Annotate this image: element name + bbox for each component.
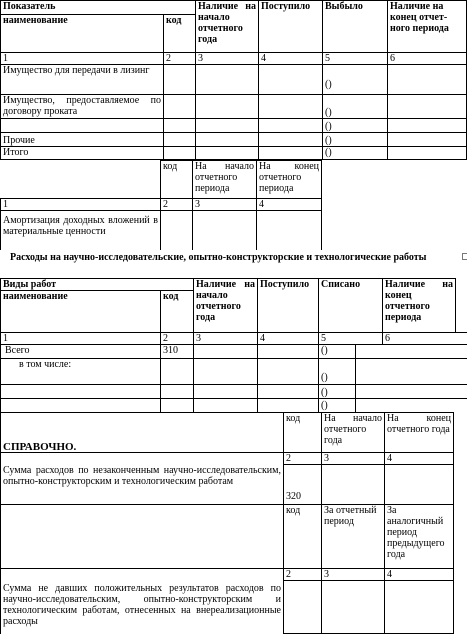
cell [355,358,467,384]
cell [160,384,193,398]
cell [160,398,193,412]
cell [321,580,384,634]
col-num: 4 [257,332,318,344]
cell [258,132,322,146]
row-label: в том числе: [0,358,160,384]
indicator-header: Показатель [0,0,195,14]
cell [384,580,454,634]
name-header: наименование [0,290,160,332]
cell [195,146,258,160]
cell [355,344,467,358]
row-label [0,398,160,412]
blank-cell [0,504,283,568]
cell [257,398,318,412]
cell [387,94,467,118]
cell [258,64,322,94]
cell [387,132,467,146]
row-code: 310 [160,344,193,358]
cell [355,398,467,412]
code-header: код [160,290,193,332]
row-label: Имущество, предоставляемое по договору проката [0,94,163,118]
col-num: 6 [382,332,467,344]
row-label: Всего [0,344,160,358]
col-num: 6 [387,52,467,64]
zero-mark: () [318,358,355,384]
col-num: 4 [258,52,322,64]
row-label [0,384,160,398]
zero-mark: () [318,384,355,398]
cell [321,464,384,504]
cell-marker [462,253,467,260]
cell [258,94,322,118]
zero-mark: () [318,344,355,358]
end-header: Наличие на конец отчетного периода [382,278,456,332]
end-header: На конец отчетного года [384,412,454,452]
col-num: 5 [322,52,387,64]
period-header: За отчетный период [321,504,384,568]
cell [193,398,257,412]
reference-title-cell: СПРАВОЧНО. [0,412,283,452]
start-header: На начало отчетного периода [192,160,256,198]
end-header: Наличие на конец отчет-ного периода [387,0,467,52]
col-num: 3 [195,52,258,64]
cell [257,358,318,384]
zero-mark: () [322,118,387,132]
row-label: Прочие [0,132,163,146]
zero-mark: () [322,94,387,118]
cell [160,358,193,384]
col-num: 4 [384,568,454,580]
cell [355,384,467,398]
cell [192,210,256,250]
zero-mark: () [322,132,387,146]
received-header: Поступило [257,278,318,332]
disposed-header: Выбыло [322,0,387,52]
col-num: 4 [384,452,454,464]
zero-mark: () [322,146,387,160]
rd-expenses-heading: Расходы на научно-исследовательские, опытно-конструкторские и технологические работы [10,252,427,263]
code-header: код [283,504,321,568]
code-header: код [160,160,192,198]
col-num: 1 [0,52,163,64]
row-label: Сумма расходов по незаконченным научно-исследовательским, опытно-конструкторским и технологическим работам [0,452,283,504]
cell [163,146,195,160]
cell [257,384,318,398]
col-num: 1 [0,332,160,344]
zero-mark: () [318,398,355,412]
row-label [0,118,163,132]
cell [258,118,322,132]
col-num: 2 [283,568,321,580]
end-header: На конец отчетного периода [256,160,322,198]
col-num: 2 [163,52,195,64]
written-off-header: Списано [318,278,382,332]
row-label: Амортизация доходных вложений в материальные ценности [0,210,160,250]
cell [195,64,258,94]
cell [387,118,467,132]
row-code: 320 [283,464,321,504]
start-header: Наличие на начало отчетного года [193,278,257,332]
cell [195,94,258,118]
cell [283,580,321,634]
col-num: 2 [160,332,193,344]
cell [163,64,195,94]
col-num: 5 [318,332,382,344]
cell [257,344,318,358]
start-header: Наличие на начало отчетного года [195,0,258,52]
cell [195,118,258,132]
cell [387,64,467,94]
cell [195,132,258,146]
cell [163,118,195,132]
col-num: 3 [321,568,384,580]
cell [193,344,257,358]
col-num: 2 [283,452,321,464]
col-num: 4 [256,198,322,210]
cell [384,464,454,504]
code-header: код [283,412,321,452]
name-header: наименование [0,14,163,52]
prev-period-header: За аналогичный период предыдущего года [384,504,454,568]
zero-mark: () [322,64,387,94]
cell [163,132,195,146]
row-label: Сумма не давших положительных результатов расходов по научно-исследовательским, опытно-конструкторским и технологическим работам, отнесенных на внереализационные расходы [0,568,283,634]
cell [163,94,195,118]
types-header: Виды работ [0,278,193,290]
col-num: 3 [192,198,256,210]
row-label: Имущество для передачи в лизинг [0,64,163,94]
cell [387,146,467,160]
cell [256,210,322,250]
col-num: 2 [160,198,192,210]
cell [258,146,322,160]
code-header: код [163,14,195,52]
cell [160,210,192,250]
cell [193,358,257,384]
col-num: 1 [0,198,160,210]
start-header: На начало отчетного года [321,412,384,452]
received-header: Поступило [258,0,322,52]
cell [193,384,257,398]
row-label: Итого [0,146,163,160]
col-num: 3 [193,332,257,344]
col-num: 3 [321,452,384,464]
